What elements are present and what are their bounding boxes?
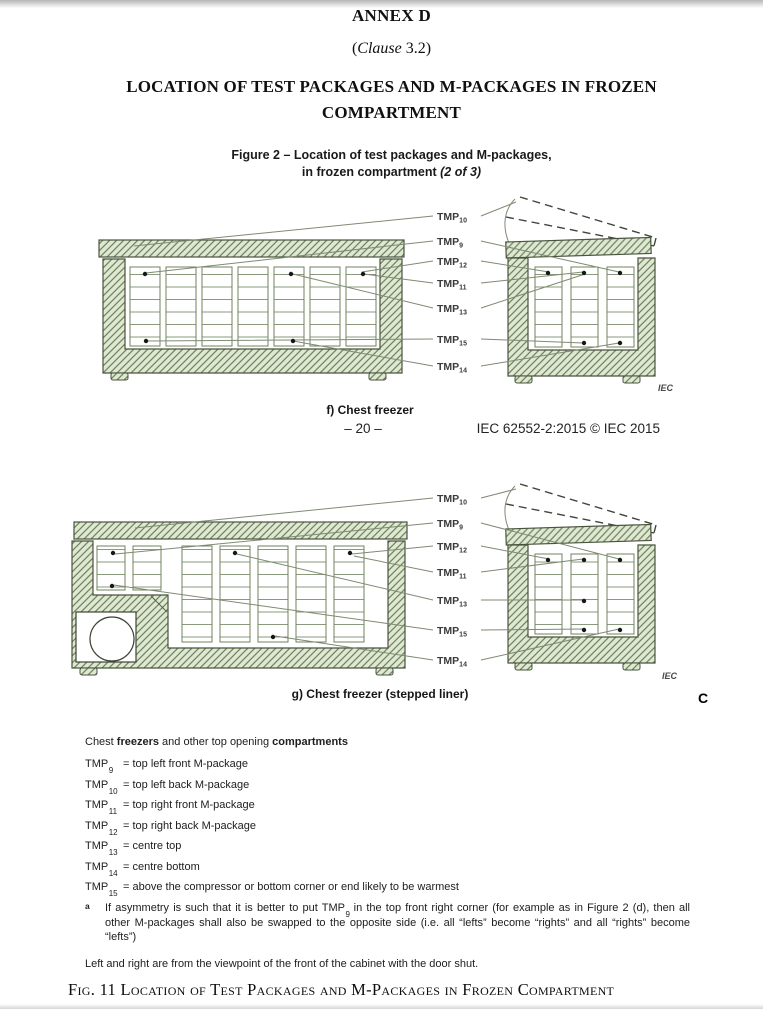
freezer-end-view [505, 484, 656, 670]
freezer-lid [506, 237, 651, 258]
tmp-label: $TMP_{12}$ [437, 256, 467, 270]
legend-item-tmp9: $TMP_9=$ top left front M-package [85, 758, 249, 776]
viewpoint-note: Left and right are from the viewpoint of the front of the cabinet with the door shut. [85, 957, 479, 970]
tmp-label: $TMP_9$ [437, 518, 464, 532]
freezer-foot [376, 668, 393, 675]
document-title-line2: COMPARTMENT [321, 103, 462, 122]
tmp-label: $TMP_9$ [437, 236, 464, 250]
iec-source-mark-g: IEC [662, 671, 678, 681]
caption-chest-freezer-stepped: g) Chest freezer (stepped liner) [291, 687, 469, 701]
tmp-label: $TMP_{10}$ [437, 493, 467, 507]
footnote-marker: a [85, 901, 90, 911]
figure-11-caption: Fig. 11 Location of Test Packages and M-Packages in Frozen Compartment [68, 980, 615, 999]
diagram-chest-freezer-f [60, 185, 715, 403]
page-bottom-shadow [0, 1004, 763, 1009]
iec-source-mark-f: IEC [658, 383, 674, 393]
tmp-label: $TMP_{10}$ [437, 211, 467, 225]
compressor [90, 617, 134, 661]
legend-heading: Chest freezers and other top opening compartments [85, 736, 348, 748]
legend-item-tmp11: $TMP_{11}=$ top right front M-package [85, 799, 255, 817]
clause-word: Clause [357, 40, 402, 57]
freezer-foot [369, 373, 386, 380]
clause-open: ( [351, 40, 358, 57]
tmp-label: $TMP_{14}$ [437, 361, 467, 375]
tmp-legend [85, 735, 691, 971]
legend-item-tmp15: $TMP_{15}=$ above the compressor or bottom corner or end likely to be warmest [85, 881, 459, 899]
document-reference: IEC 62552-2:2015 © IEC 2015 [476, 421, 660, 436]
freezer-foot [111, 373, 128, 380]
legend-item-tmp12: $TMP_{12}=$ top right back M-package [85, 819, 256, 837]
margin-annotation-letter: C [698, 690, 709, 706]
tmp-label: $TMP_{14}$ [437, 655, 467, 669]
legend-item-tmp14: $TMP_{14}=$ centre bottom [85, 860, 200, 878]
diagram-chest-freezer-g [60, 470, 715, 685]
tmp-label: $TMP_{11}$ [437, 567, 467, 581]
tmp-label: $TMP_{13}$ [437, 595, 467, 609]
package-stacks [535, 267, 634, 347]
freezer-front-view-stepped [72, 522, 407, 675]
caption-chest-freezer: f) Chest freezer [326, 403, 414, 417]
freezer-lid [99, 240, 404, 257]
tmp-labels-f [437, 211, 467, 375]
figure-2-caption-line2: in frozen compartment (2 of 3) [301, 164, 482, 179]
tmp-label: $TMP_{13}$ [437, 303, 467, 317]
tmp-label: $TMP_{15}$ [437, 334, 467, 348]
freezer-foot [80, 668, 97, 675]
freezer-foot [623, 663, 640, 670]
page-number: – 20 – [344, 421, 382, 436]
clause-rest: 3.2) [401, 40, 432, 57]
freezer-foot [515, 376, 532, 383]
document-title-line1: LOCATION OF TEST PACKAGES AND M-PACKAGES IN FROZEN [126, 77, 657, 96]
freezer-end-view [505, 197, 656, 383]
annex-title: ANNEX D [351, 6, 432, 25]
package-stacks [130, 267, 376, 346]
legend-item-tmp10: $TMP_{10}=$ top left back M-package [85, 778, 250, 796]
clause-reference [10, 40, 763, 58]
figure-2-caption-part: (2 of 3) [440, 164, 482, 179]
tmp-label: $TMP_{11}$ [437, 278, 467, 292]
figure-2-caption-line1: Figure 2 – Location of test packages and M-packages, [231, 148, 552, 162]
tmp-label: $TMP_{15}$ [437, 625, 467, 639]
figure-2-caption [10, 147, 763, 180]
legend-item-tmp13: $TMP_{13}=$ centre top [85, 840, 182, 858]
package-stacks [535, 554, 634, 634]
freezer-foot [623, 376, 640, 383]
footnote-a: a If asymmetry is such that it is better to put $TMP_9$ in the top front right corner (for example as in Figure 2 (d), then all other M-packages shall also be swapped to the opposite side (i.e. all “lefts” become “rights” and all “rights” become “lefts”) [85, 901, 690, 943]
tmp-labels-g [437, 493, 467, 669]
tmp-label: $TMP_{12}$ [437, 541, 467, 555]
freezer-foot [515, 663, 532, 670]
lid-swing-arc [505, 486, 515, 530]
document-title [10, 74, 763, 126]
